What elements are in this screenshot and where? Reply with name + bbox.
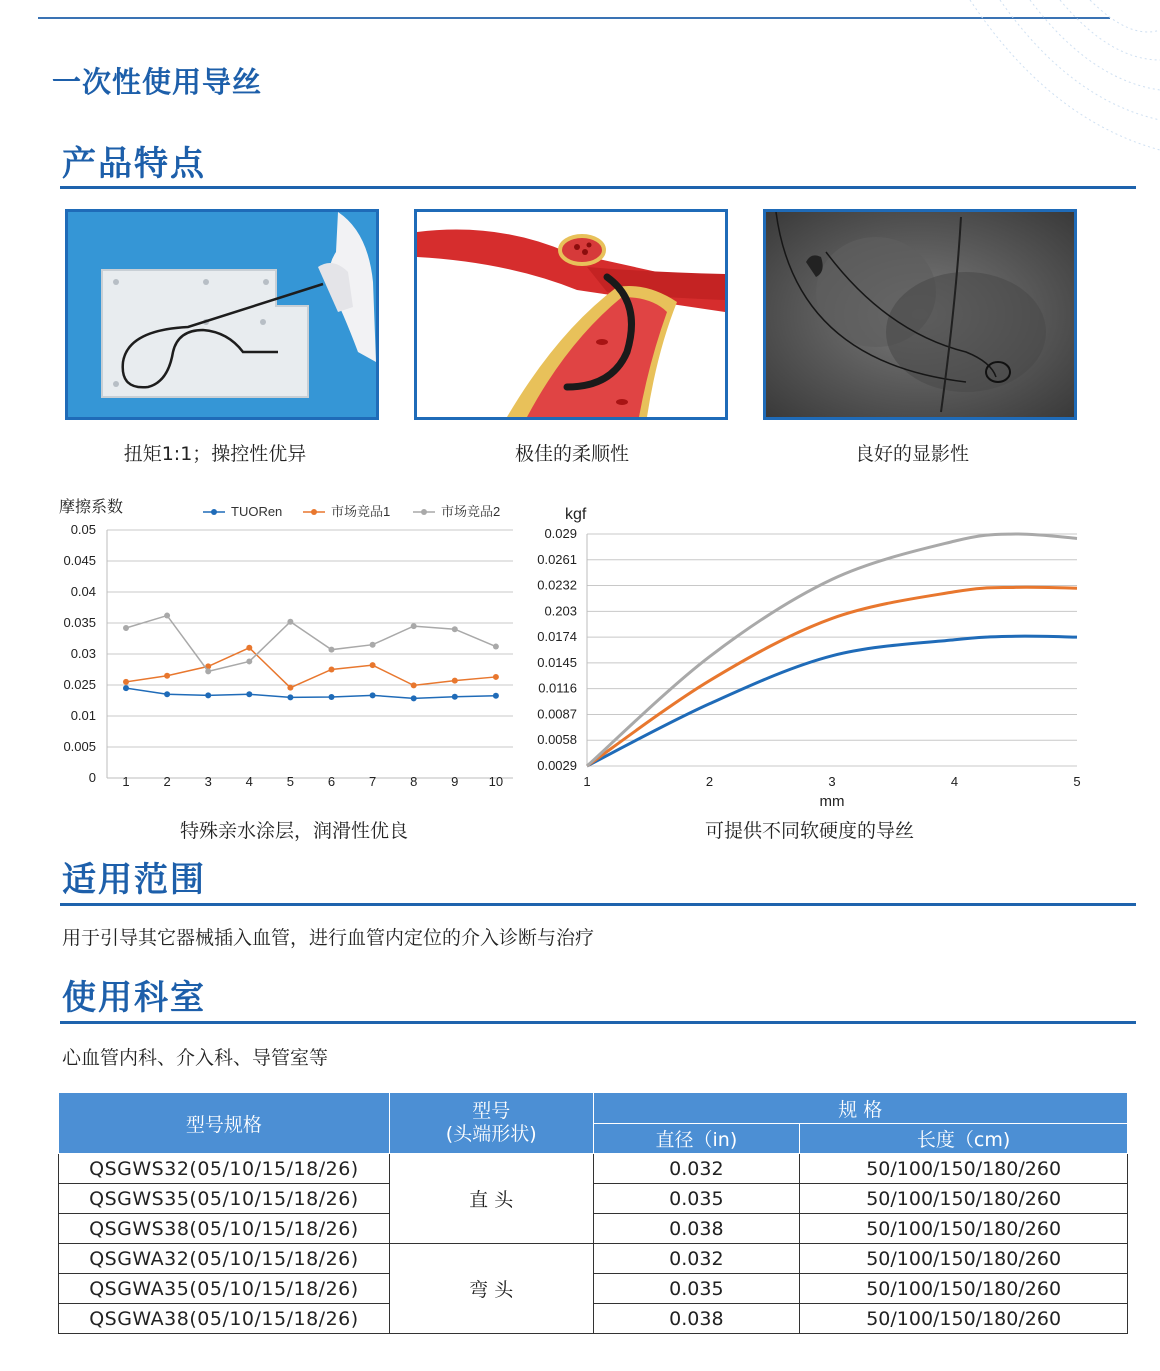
data-point	[493, 644, 499, 650]
data-point	[452, 626, 458, 632]
section-title-features: 产品特点	[62, 144, 206, 184]
table-row	[59, 1274, 1128, 1304]
data-point	[246, 645, 252, 651]
x-tick-label: 2	[705, 774, 714, 789]
diameter-cell: 0.035	[593, 1274, 800, 1304]
stiffness-chart-caption: 可提供不同软硬度的导丝	[705, 820, 915, 842]
data-point	[164, 691, 170, 697]
torque-demo-photo	[65, 209, 379, 420]
length-cell: 50/100/150/180/260	[800, 1274, 1128, 1304]
y-tick-label: 0.04	[70, 584, 96, 599]
diameter-cell: 0.038	[593, 1214, 800, 1244]
length-cell: 50/100/150/180/260	[800, 1154, 1128, 1184]
header-model-line1: 型号	[472, 1100, 511, 1123]
y-tick-label: 0.0145	[537, 654, 577, 670]
model-cell: QSGWA32(05/10/15/18/26)	[59, 1244, 390, 1274]
legend-marker	[421, 509, 427, 515]
section-title-departments: 使用科室	[62, 978, 206, 1018]
y-tick-label: 0.035	[63, 615, 96, 630]
y-tick-label: 0.0232	[537, 577, 577, 593]
y-tick-label: 0.203	[544, 603, 577, 619]
y-axis-title: 摩擦系数	[59, 499, 124, 516]
data-point	[164, 673, 170, 679]
y-tick-label: 0.0058	[537, 732, 577, 748]
data-point	[287, 694, 293, 700]
y-tick-label: 0.005	[63, 739, 96, 754]
y-tick-label: 0.0116	[538, 680, 577, 696]
scope-text: 用于引导其它器械插入血管，进行血管内定位的介入诊断与治疗	[62, 927, 595, 949]
curve-series-2	[587, 587, 1077, 766]
torque-demo-illustration	[68, 212, 376, 417]
section-rule	[60, 1021, 1136, 1024]
section-rule	[60, 903, 1136, 906]
length-cell: 50/100/150/180/260	[800, 1304, 1128, 1334]
data-point	[493, 674, 499, 680]
x-tick-label: 3	[204, 774, 212, 789]
y-tick-label: 0.05	[70, 522, 96, 537]
x-axis-title: mm	[819, 793, 845, 810]
friction-coefficient-chart	[55, 490, 525, 795]
model-cell: QSGWS35(05/10/15/18/26)	[59, 1184, 390, 1214]
photo-caption-flexibility: 极佳的柔顺性	[514, 443, 629, 465]
data-point	[329, 647, 335, 653]
x-tick-label: 1	[122, 774, 130, 789]
data-point	[123, 685, 129, 691]
diameter-cell: 0.032	[593, 1244, 800, 1274]
x-tick-label: 7	[368, 774, 377, 789]
data-point	[123, 625, 129, 631]
data-point	[452, 678, 458, 684]
chart-legend	[203, 504, 500, 519]
data-point	[246, 658, 252, 664]
model-cell: QSGWA35(05/10/15/18/26)	[59, 1274, 390, 1304]
legend-label: 市场竞品2	[441, 504, 501, 519]
header-model-line2: (头端形状)	[445, 1123, 537, 1145]
x-tick-label: 9	[451, 774, 459, 789]
table-row	[59, 1184, 1128, 1214]
data-point	[205, 692, 211, 698]
stiffness-chart	[525, 500, 1090, 815]
section-rule	[60, 186, 1136, 189]
x-tick-label: 3	[828, 774, 836, 789]
x-tick-label: 2	[163, 774, 171, 789]
data-point	[370, 692, 376, 698]
y-tick-label: 0.0087	[537, 706, 577, 722]
legend-label: TUORen	[231, 504, 283, 519]
x-tick-label: 8	[410, 774, 418, 789]
model-cell: QSGWS32(05/10/15/18/26)	[59, 1154, 390, 1184]
vessel-flexibility-photo	[414, 209, 728, 420]
y-tick-label: 0.029	[544, 526, 577, 541]
section-title-scope: 适用范围	[62, 860, 206, 900]
header-model-spec: 型号规格	[59, 1093, 390, 1154]
y-tick-label: 0.045	[63, 553, 96, 568]
table-row	[59, 1214, 1128, 1244]
diameter-cell: 0.032	[593, 1154, 800, 1184]
table-row	[59, 1244, 1128, 1274]
data-point	[205, 668, 211, 674]
series-line-3	[126, 616, 496, 672]
document-title: 一次性使用导丝	[52, 65, 263, 99]
diameter-cell: 0.035	[593, 1184, 800, 1214]
tip-shape-cell: 弯 头	[389, 1244, 593, 1334]
friction-chart-caption: 特殊亲水涂层，润滑性优良	[180, 820, 409, 842]
vessel-illustration	[417, 212, 725, 417]
x-tick-label: 1	[583, 774, 591, 789]
table-row	[59, 1154, 1128, 1184]
x-tick-label: 4	[245, 774, 253, 789]
series-line-1	[126, 688, 496, 698]
y-tick-label: 0.03	[70, 646, 96, 661]
photo-caption-torque: 扭矩1:1；操控性优异	[123, 443, 307, 465]
data-point	[452, 694, 458, 700]
y-tick-label: 0.0029	[537, 758, 577, 773]
data-point	[493, 693, 499, 699]
x-tick-label: 5	[286, 774, 295, 789]
data-point	[164, 613, 170, 619]
y-tick-label: 0	[88, 770, 96, 785]
x-tick-label: 4	[950, 774, 959, 789]
top-rule	[38, 17, 1110, 19]
x-tick-label: 5	[1073, 774, 1081, 789]
photo-caption-visibility: 良好的显影性	[854, 443, 969, 465]
tip-shape-cell: 直 头	[389, 1154, 593, 1244]
header-spec: 规 格	[593, 1093, 1127, 1124]
y-tick-label: 0.0261	[537, 551, 577, 567]
x-tick-label: 6	[327, 774, 336, 789]
model-cell: QSGWA38(05/10/15/18/26)	[59, 1304, 390, 1334]
departments-text: 心血管内科、介入科、导管室等	[62, 1047, 329, 1069]
header-diameter: 直径（in)	[593, 1124, 800, 1154]
data-point	[370, 662, 376, 668]
header-model-tip	[389, 1093, 593, 1154]
model-cell: QSGWS38(05/10/15/18/26)	[59, 1214, 390, 1244]
length-cell: 50/100/150/180/260	[800, 1184, 1128, 1214]
table-row	[59, 1304, 1128, 1334]
data-point	[287, 685, 293, 691]
data-point	[370, 642, 376, 648]
legend-label: 市场竞品1	[331, 504, 391, 519]
xray-visibility-photo	[763, 209, 1077, 420]
curve-series-3	[587, 534, 1077, 766]
data-point	[329, 694, 335, 700]
data-point	[246, 691, 252, 697]
y-tick-label: 0.01	[70, 708, 96, 723]
header-length: 长度（cm)	[800, 1124, 1128, 1154]
diameter-cell: 0.038	[593, 1304, 800, 1334]
data-point	[411, 682, 417, 688]
length-cell: 50/100/150/180/260	[800, 1244, 1128, 1274]
y-tick-label: 0.025	[63, 677, 96, 692]
data-point	[411, 623, 417, 629]
length-cell: 50/100/150/180/260	[800, 1214, 1128, 1244]
data-point	[411, 695, 417, 701]
data-point	[329, 667, 335, 673]
data-point	[287, 619, 293, 625]
specification-table	[58, 1092, 1128, 1334]
xray-illustration	[766, 212, 1074, 417]
x-tick-label: 10	[488, 774, 504, 789]
legend-marker	[311, 509, 317, 515]
data-point	[123, 679, 129, 685]
curve-series-1	[587, 636, 1077, 766]
legend-marker	[211, 509, 217, 515]
y-axis-title: kgf	[565, 506, 587, 523]
y-tick-label: 0.0174	[537, 629, 577, 645]
